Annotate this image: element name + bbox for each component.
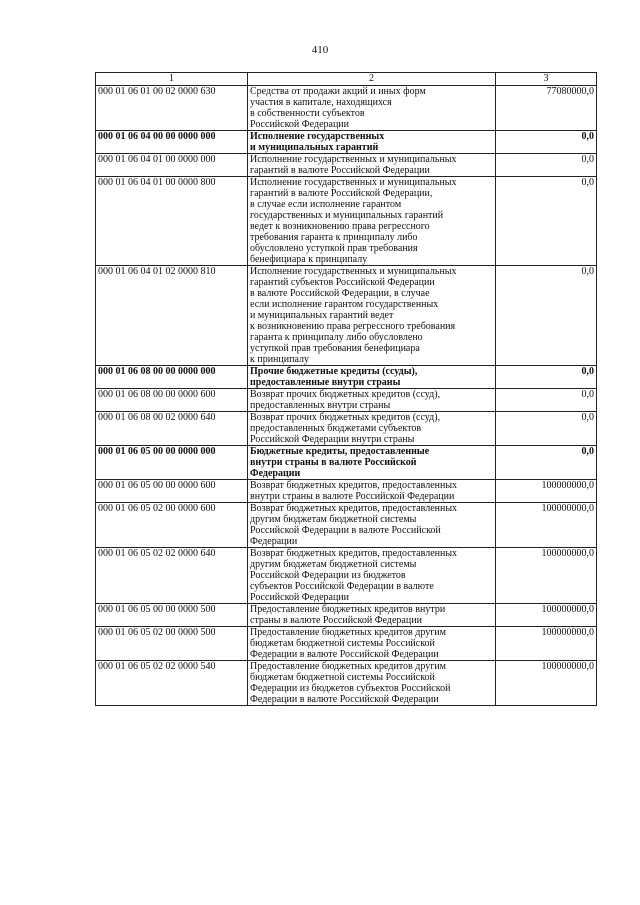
amount-cell: 0,0: [496, 389, 597, 412]
name-cell: Исполнение государственных и муниципальных гарантий в валюте Российской Федерации: [248, 154, 496, 177]
code-cell: 000 01 06 05 02 02 0000 640: [96, 548, 248, 604]
name-cell: Возврат прочих бюджетных кредитов (ссуд), предоставленных внутри страны: [248, 389, 496, 412]
code-cell: 000 01 06 04 01 00 0000 800: [96, 177, 248, 266]
name-cell: Средства от продажи акций и иных форм участия в капитале, находящихся в собственности субъектов Российской Федерации: [248, 86, 496, 131]
table-row: [96, 446, 597, 480]
code-cell: 000 01 06 04 00 00 0000 000: [96, 131, 248, 154]
table-row: [96, 131, 597, 154]
amount-cell: 0,0: [496, 412, 597, 446]
column-header-name: 2: [248, 73, 496, 86]
name-cell: Возврат прочих бюджетных кредитов (ссуд), предоставленных бюджетами субъектов Российской Федерации внутри страны: [248, 412, 496, 446]
table-row: [96, 266, 597, 366]
amount-cell: 100000000,0: [496, 627, 597, 661]
name-cell: Предоставление бюджетных кредитов внутри страны в валюте Российской Федерации: [248, 604, 496, 627]
amount-cell: 0,0: [496, 177, 597, 266]
table-row: [96, 412, 597, 446]
code-cell: 000 01 06 04 01 02 0000 810: [96, 266, 248, 366]
table-row: [96, 154, 597, 177]
amount-cell: 100000000,0: [496, 503, 597, 548]
table-row: [96, 177, 597, 266]
code-cell: 000 01 06 01 00 02 0000 630: [96, 86, 248, 131]
code-cell: 000 01 06 05 02 00 0000 500: [96, 627, 248, 661]
name-cell: Бюджетные кредиты, предоставленные внутри страны в валюте Российской Федерации: [248, 446, 496, 480]
amount-cell: 0,0: [496, 266, 597, 366]
budget-sources-table: [95, 72, 597, 706]
table-row: [96, 661, 597, 706]
table-row: [96, 503, 597, 548]
table-body: [96, 86, 597, 706]
code-cell: 000 01 06 08 00 00 0000 600: [96, 389, 248, 412]
table-row: [96, 86, 597, 131]
amount-cell: 100000000,0: [496, 548, 597, 604]
table-row: [96, 480, 597, 503]
code-cell: 000 01 06 05 00 00 0000 000: [96, 446, 248, 480]
table-row: [96, 627, 597, 661]
name-cell: Исполнение государственных и муниципальных гарантий в валюте Российской Федерации, в случае если исполнение гарантом государственных и муниципальных гарантий ведет к возникновению права регрессного требования гаранта к принципалу либо обусловлено уступкой прав требования бенефициара к принципалу: [248, 177, 496, 266]
page-number: 410: [311, 44, 329, 56]
column-header-amount: 3: [496, 73, 597, 86]
code-cell: 000 01 06 05 02 00 0000 600: [96, 503, 248, 548]
amount-cell: 0,0: [496, 131, 597, 154]
amount-cell: 0,0: [496, 154, 597, 177]
column-header-code: 1: [96, 73, 248, 86]
name-cell: Предоставление бюджетных кредитов другим бюджетам бюджетной системы Российской Федерации в валюте Российской Федерации: [248, 627, 496, 661]
code-cell: 000 01 06 05 02 02 0000 540: [96, 661, 248, 706]
table-row: [96, 604, 597, 627]
name-cell: Возврат бюджетных кредитов, предоставленных внутри страны в валюте Российской Федерации: [248, 480, 496, 503]
code-cell: 000 01 06 05 00 00 0000 500: [96, 604, 248, 627]
amount-cell: 100000000,0: [496, 480, 597, 503]
table-row: [96, 389, 597, 412]
code-cell: 000 01 06 08 00 00 0000 000: [96, 366, 248, 389]
table-row: [96, 548, 597, 604]
amount-cell: 100000000,0: [496, 604, 597, 627]
name-cell: Прочие бюджетные кредиты (ссуды), предоставленные внутри страны: [248, 366, 496, 389]
code-cell: 000 01 06 04 01 00 0000 000: [96, 154, 248, 177]
code-cell: 000 01 06 08 00 02 0000 640: [96, 412, 248, 446]
name-cell: Предоставление бюджетных кредитов другим бюджетам бюджетной системы Российской Федерации из бюджетов субъектов Российской Федерации в валюте Российской Федерации: [248, 661, 496, 706]
table-header-row: [96, 73, 597, 86]
name-cell: Исполнение государственных и муниципальных гарантий: [248, 131, 496, 154]
name-cell: Возврат бюджетных кредитов, предоставленных другим бюджетам бюджетной системы Российской Федерации в валюте Российской Федерации: [248, 503, 496, 548]
amount-cell: 0,0: [496, 366, 597, 389]
name-cell: Исполнение государственных и муниципальных гарантий субъектов Российской Федерации в валюте Российской Федерации, в случае если исполнение гарантом государственных и муниципальных гарантий ведет к возникновению права регрессного требования гаранта к принципалу либо обусловлено уступкой прав требования бенефициара к принципалу: [248, 266, 496, 366]
amount-cell: 77080000,0: [496, 86, 597, 131]
amount-cell: 100000000,0: [496, 661, 597, 706]
table-row: [96, 366, 597, 389]
name-cell: Возврат бюджетных кредитов, предоставленных другим бюджетам бюджетной системы Российской Федерации из бюджетов субъектов Российской Федерации в валюте Российской Федерации: [248, 548, 496, 604]
amount-cell: 0,0: [496, 446, 597, 480]
code-cell: 000 01 06 05 00 00 0000 600: [96, 480, 248, 503]
